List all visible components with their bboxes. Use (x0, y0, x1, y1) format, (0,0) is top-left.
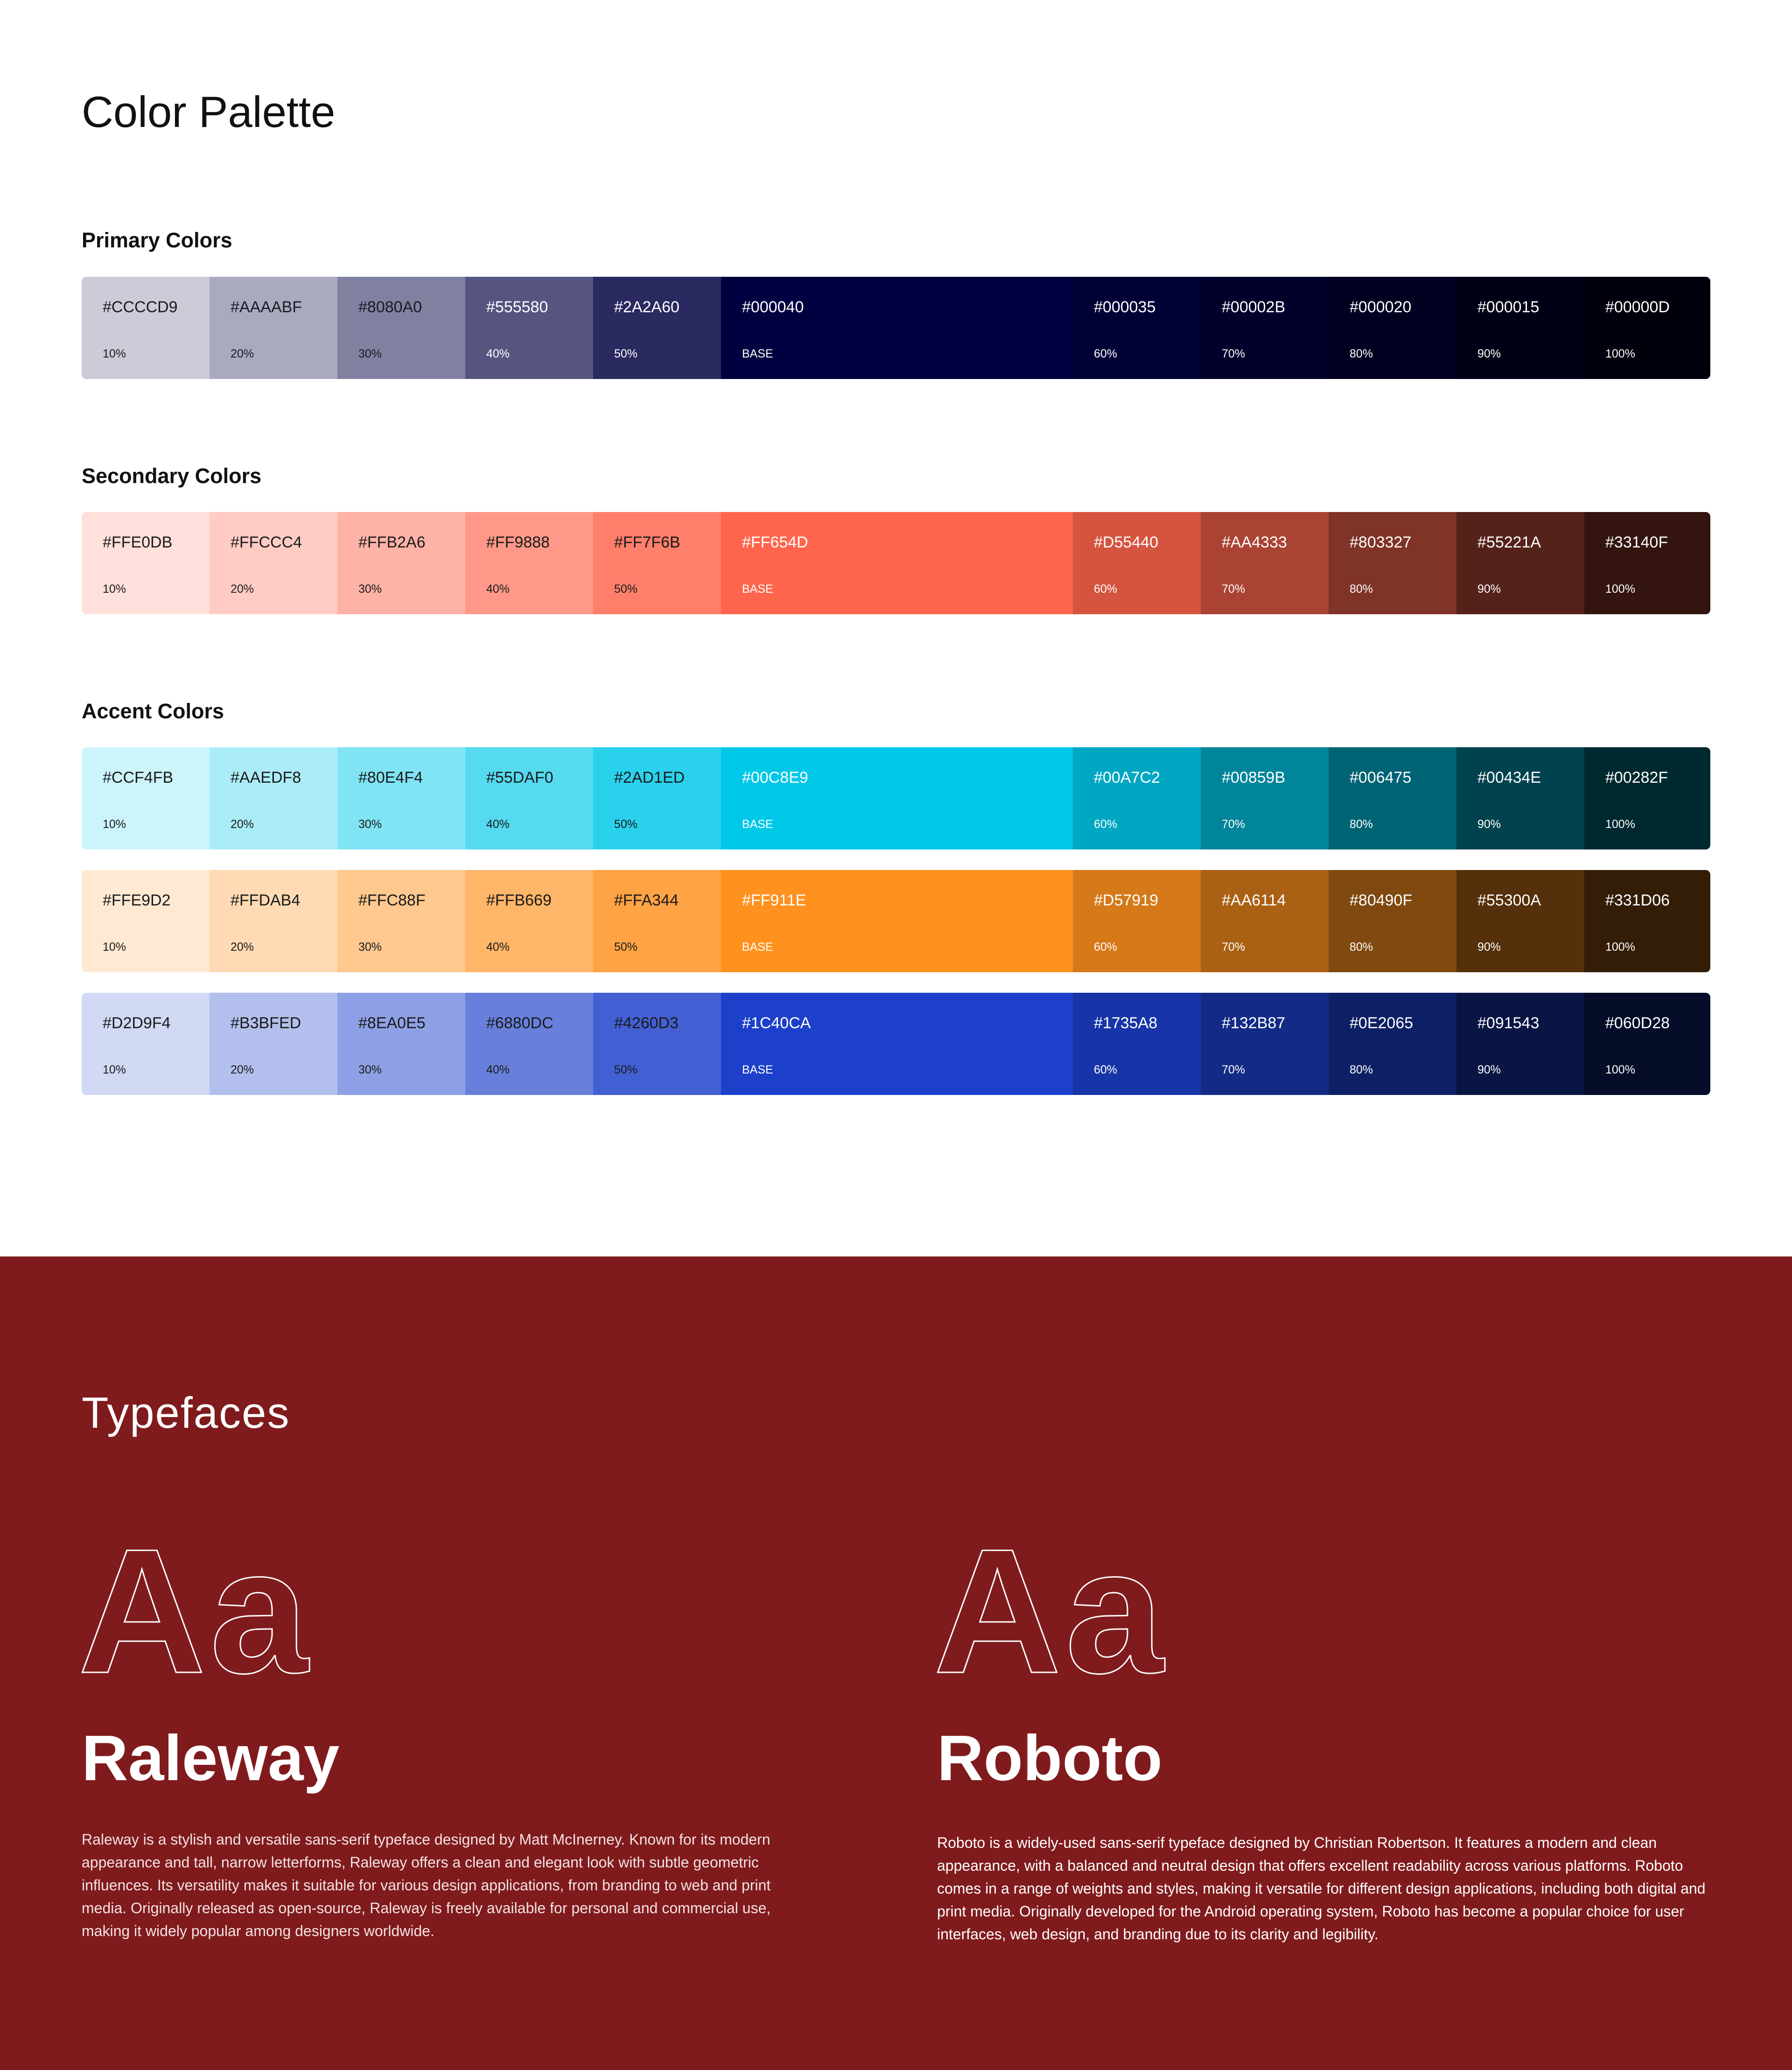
swatch-shade-label: 40% (486, 1063, 510, 1076)
swatch-shade-label: 70% (1222, 940, 1246, 954)
swatch-hex-code: #AAEDF8 (231, 769, 301, 786)
color-swatch (593, 870, 721, 972)
swatch-shade-label: 70% (1222, 818, 1246, 831)
color-swatch (593, 277, 721, 379)
swatch-shade-label: 30% (358, 818, 382, 831)
swatch-shade-label: 70% (1222, 347, 1246, 360)
swatch-shade-label: 90% (1477, 940, 1501, 954)
swatch-shade-label: 90% (1477, 347, 1501, 360)
color-swatch (1201, 747, 1329, 849)
swatch-hex-code: #FFB669 (486, 891, 552, 909)
roboto-description: Roboto is a widely-used sans-serif typeface designed by Christian Robertson. It features a modern and clean appearance, with a balanced and neutral design that offers excellent readability across various platforms. Roboto comes in a range of weights and styles, making it versatile for different design applications, including both digital and print media. Originally developed for the Android operating system, Roboto has become a popular choice for user interfaces, web design, and branding due to its clarity and legibility. (937, 1834, 1706, 1943)
color-swatch (1201, 870, 1329, 972)
color-swatch (465, 870, 593, 972)
swatch-hex-code: #00434E (1477, 769, 1541, 786)
color-swatch (1584, 747, 1710, 849)
color-swatch (337, 747, 465, 849)
swatch-shade-label: 30% (358, 582, 382, 596)
swatch-shade-label: 60% (1094, 347, 1118, 360)
swatch-shade-label: 10% (103, 818, 126, 831)
accent-orange-palette-row (82, 870, 1710, 972)
swatch-hex-code: #FF654D (742, 533, 808, 551)
swatch-hex-code: #6880DC (486, 1014, 553, 1032)
color-swatch (82, 870, 210, 972)
color-swatch (465, 747, 593, 849)
swatch-hex-code: #1C40CA (742, 1014, 811, 1032)
swatch-hex-code: #FF7F6B (614, 533, 680, 551)
raleway-specimen: Aa (78, 1512, 312, 1710)
swatch-hex-code: #FFE0DB (103, 533, 173, 551)
color-swatch (1456, 512, 1584, 614)
swatch-hex-code: #803327 (1350, 533, 1412, 551)
swatch-shade-label: 40% (486, 940, 510, 954)
color-swatch (593, 747, 721, 849)
swatch-shade-label: 10% (103, 582, 126, 596)
raleway-typeface-card (78, 1256, 819, 2070)
primary-colors-title: Primary Colors (82, 228, 232, 252)
swatch-shade-label: 20% (231, 940, 254, 954)
swatch-shade-label: 80% (1350, 940, 1373, 954)
swatch-shade-label: 10% (103, 1063, 126, 1076)
swatch-hex-code: #8080A0 (358, 298, 422, 316)
swatch-shade-label: 60% (1094, 818, 1118, 831)
swatch-hex-code: #55DAF0 (486, 769, 553, 786)
swatch-hex-code: #331D06 (1605, 891, 1670, 909)
color-swatch (1201, 993, 1329, 1095)
swatch-hex-code: #000040 (742, 298, 804, 316)
swatch-hex-code: #FFE9D2 (103, 891, 171, 909)
swatch-shade-label: 60% (1094, 582, 1118, 596)
swatch-shade-label: 10% (103, 347, 126, 360)
color-swatch (1201, 512, 1329, 614)
swatch-shade-label: 50% (614, 582, 638, 596)
color-swatch (1329, 870, 1456, 972)
color-swatch (1456, 870, 1584, 972)
color-swatch (82, 993, 210, 1095)
color-swatch (593, 993, 721, 1095)
color-swatch (1584, 870, 1710, 972)
color-swatch (721, 512, 1073, 614)
swatch-hex-code: #80490F (1350, 891, 1413, 909)
swatch-shade-label: 60% (1094, 1063, 1118, 1076)
color-swatch (337, 993, 465, 1095)
swatch-shade-label: 100% (1605, 582, 1635, 596)
primary-palette-row (82, 277, 1710, 379)
swatch-hex-code: #091543 (1477, 1014, 1540, 1032)
roboto-typeface-card (933, 1256, 1712, 2070)
swatch-shade-label: 20% (231, 818, 254, 831)
swatch-hex-code: #33140F (1605, 533, 1668, 551)
swatch-hex-code: #FFB2A6 (358, 533, 426, 551)
color-swatch (82, 747, 210, 849)
swatch-hex-code: #555580 (486, 298, 548, 316)
swatch-hex-code: #FF911E (742, 891, 806, 909)
color-swatch (1329, 512, 1456, 614)
swatch-hex-code: #FFDAB4 (231, 891, 301, 909)
swatch-hex-code: #00C8E9 (742, 769, 808, 786)
swatch-hex-code: #000015 (1477, 298, 1540, 316)
swatch-hex-code: #FF9888 (486, 533, 550, 551)
color-swatch (82, 512, 210, 614)
color-swatch (721, 747, 1073, 849)
swatch-shade-label: BASE (742, 818, 773, 831)
swatch-hex-code: #55300A (1477, 891, 1541, 909)
swatch-shade-label: 100% (1605, 940, 1635, 954)
swatch-hex-code: #00A7C2 (1094, 769, 1160, 786)
swatch-hex-code: #00000D (1605, 298, 1670, 316)
color-swatch (465, 993, 593, 1095)
swatch-hex-code: #55221A (1477, 533, 1541, 551)
swatch-shade-label: 40% (486, 347, 510, 360)
color-swatch (1329, 993, 1456, 1095)
swatch-hex-code: #1735A8 (1094, 1014, 1158, 1032)
swatch-shade-label: 50% (614, 1063, 638, 1076)
swatch-hex-code: #FFA344 (614, 891, 679, 909)
color-swatch (1456, 993, 1584, 1095)
swatch-shade-label: 30% (358, 1063, 382, 1076)
swatch-hex-code: #4260D3 (614, 1014, 679, 1032)
swatch-hex-code: #D55440 (1094, 533, 1159, 551)
swatch-hex-code: #00002B (1222, 298, 1286, 316)
swatch-shade-label: 10% (103, 940, 126, 954)
page-title: Color Palette (82, 87, 336, 136)
swatch-hex-code: #CCF4FB (103, 769, 174, 786)
swatch-hex-code: #000020 (1350, 298, 1412, 316)
color-swatch (210, 870, 337, 972)
swatch-hex-code: #D57919 (1094, 891, 1159, 909)
swatch-shade-label: 50% (614, 818, 638, 831)
swatch-shade-label: BASE (742, 1063, 773, 1076)
swatch-hex-code: #006475 (1350, 769, 1412, 786)
color-swatch (1584, 993, 1710, 1095)
swatch-shade-label: 70% (1222, 1063, 1246, 1076)
swatch-hex-code: #132B87 (1222, 1014, 1286, 1032)
swatch-hex-code: #FFC88F (358, 891, 426, 909)
swatch-shade-label: 20% (231, 1063, 254, 1076)
swatch-hex-code: #CCCCD9 (103, 298, 178, 316)
swatch-shade-label: 90% (1477, 1063, 1501, 1076)
raleway-description: Raleway is a stylish and versatile sans-serif typeface designed by Matt McInerney. Known for its modern appearance and tall, narrow letterforms, Raleway offers a clean and elegant look with subtle geometric influences. Its versatility makes it suitable for various design applications, from branding to web and print media. Originally released as open-source, Raleway is freely available for personal and commercial use, making it widely popular among designers worldwide. (82, 1831, 771, 1939)
swatch-hex-code: #AA4333 (1222, 533, 1287, 551)
color-swatch (210, 993, 337, 1095)
swatch-shade-label: 100% (1605, 1063, 1635, 1076)
typefaces-title: Typefaces (82, 1388, 290, 1437)
color-swatch (1073, 993, 1201, 1095)
swatch-shade-label: 100% (1605, 818, 1635, 831)
swatch-shade-label: 70% (1222, 582, 1246, 596)
roboto-name: Roboto (937, 1722, 1162, 1794)
color-swatch (337, 277, 465, 379)
swatch-shade-label: 80% (1350, 818, 1373, 831)
swatch-hex-code: #0E2065 (1350, 1014, 1414, 1032)
swatch-shade-label: 30% (358, 347, 382, 360)
typefaces-section (0, 1256, 1792, 2070)
swatch-shade-label: 60% (1094, 940, 1118, 954)
color-swatch (1073, 870, 1201, 972)
swatch-hex-code: #2A2A60 (614, 298, 679, 316)
swatch-hex-code: #D2D9F4 (103, 1014, 171, 1032)
swatch-shade-label: 50% (614, 940, 638, 954)
color-swatch (337, 870, 465, 972)
color-swatch (721, 993, 1073, 1095)
color-swatch (1073, 277, 1201, 379)
color-swatch (210, 277, 337, 379)
swatch-shade-label: 40% (486, 582, 510, 596)
swatch-shade-label: 80% (1350, 347, 1373, 360)
swatch-shade-label: BASE (742, 940, 773, 954)
swatch-shade-label: 80% (1350, 1063, 1373, 1076)
color-swatch (593, 512, 721, 614)
color-swatch (1584, 512, 1710, 614)
swatch-hex-code: #AA6114 (1222, 891, 1286, 909)
swatch-shade-label: 90% (1477, 818, 1501, 831)
swatch-shade-label: 100% (1605, 347, 1635, 360)
swatch-hex-code: #8EA0E5 (358, 1014, 426, 1032)
color-swatch (210, 512, 337, 614)
color-swatch (721, 870, 1073, 972)
secondary-colors-title: Secondary Colors (82, 464, 262, 488)
swatch-hex-code: #80E4F4 (358, 769, 423, 786)
swatch-shade-label: 30% (358, 940, 382, 954)
swatch-hex-code: #2AD1ED (614, 769, 685, 786)
swatch-shade-label: 50% (614, 347, 638, 360)
color-swatch (1456, 747, 1584, 849)
color-swatch (1329, 277, 1456, 379)
swatch-hex-code: #FFCCC4 (231, 533, 302, 551)
color-swatch (1073, 747, 1201, 849)
swatch-hex-code: #00859B (1222, 769, 1286, 786)
swatch-hex-code: #00282F (1605, 769, 1668, 786)
swatch-shade-label: 80% (1350, 582, 1373, 596)
swatch-hex-code: #B3BFED (231, 1014, 301, 1032)
color-swatch (82, 277, 210, 379)
swatch-shade-label: BASE (742, 347, 773, 360)
accent-cyan-palette-row (82, 747, 1710, 849)
swatch-hex-code: #000035 (1094, 298, 1156, 316)
swatch-shade-label: 90% (1477, 582, 1501, 596)
swatch-hex-code: #AAAABF (231, 298, 302, 316)
color-swatch (1201, 277, 1329, 379)
color-swatch (1329, 747, 1456, 849)
secondary-palette-row (82, 512, 1710, 614)
swatch-shade-label: BASE (742, 582, 773, 596)
swatch-hex-code: #060D28 (1605, 1014, 1670, 1032)
roboto-specimen: Aa (933, 1512, 1168, 1710)
accent-colors-title: Accent Colors (82, 699, 224, 723)
swatch-shade-label: 20% (231, 347, 254, 360)
color-swatch (465, 512, 593, 614)
color-swatch (1584, 277, 1710, 379)
color-swatch (1456, 277, 1584, 379)
swatch-shade-label: 20% (231, 582, 254, 596)
color-swatch (465, 277, 593, 379)
color-swatch (1073, 512, 1201, 614)
color-swatch (210, 747, 337, 849)
raleway-name: Raleway (82, 1722, 340, 1794)
color-swatch (337, 512, 465, 614)
accent-blue-palette-row (82, 993, 1710, 1095)
color-swatch (721, 277, 1073, 379)
swatch-shade-label: 40% (486, 818, 510, 831)
